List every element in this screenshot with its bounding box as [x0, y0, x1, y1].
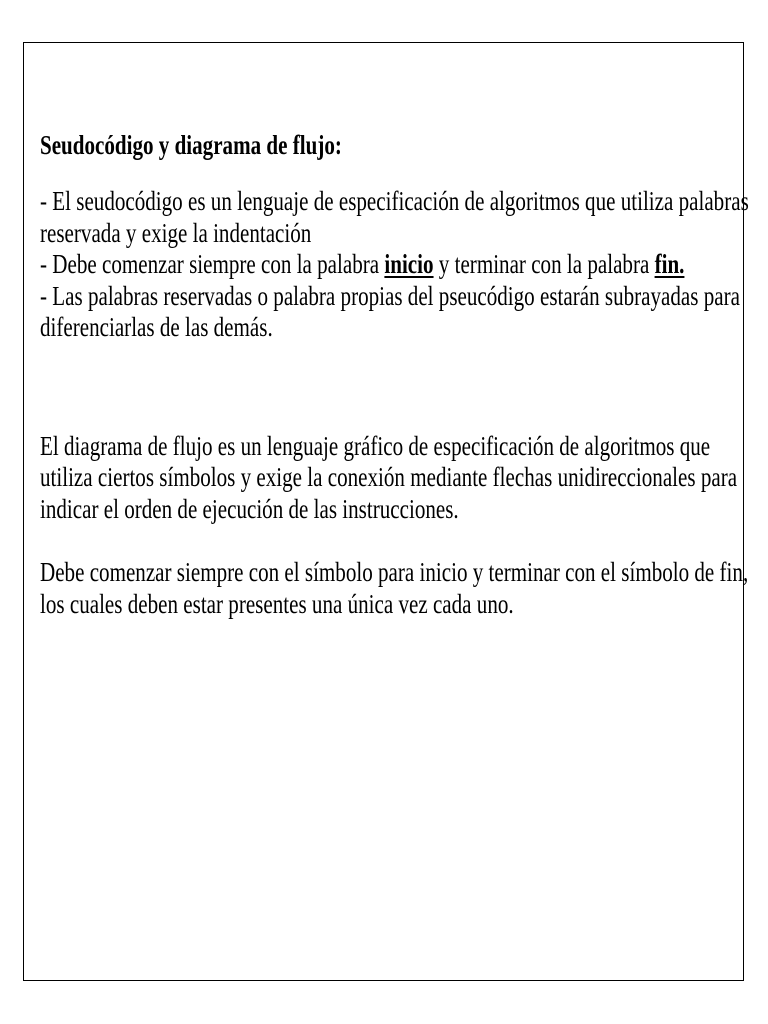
keyword-fin: fin.: [654, 249, 685, 279]
pseudocode-paragraph: [40, 186, 749, 344]
pseudocode-line-3-prefix: - Debe comenzar siempre con la palabra: [40, 249, 385, 279]
rule-line-1: Debe comenzar siempre con el símbolo para inicio y terminar con el símbolo de fin,: [40, 557, 749, 587]
pseudocode-line-5: diferenciarlas de las demás.: [40, 312, 273, 342]
pseudocode-line-2: reservada y exige la indentación: [40, 217, 312, 248]
flowchart-line-1: El diagrama de flujo es un lenguaje gráfico de especificación de algoritmos que: [40, 430, 711, 461]
pseudocode-line-4: - Las palabras reservadas o palabra propias del pseucódigo estarán subrayadas para: [40, 280, 740, 311]
flowchart-line-3: indicar el orden de ejecución de las instrucciones.: [40, 493, 459, 524]
section-heading: Seudocódigo y diagrama de flujo:: [40, 130, 342, 160]
flowchart-paragraph: [40, 430, 738, 526]
text-block: [40, 128, 749, 620]
flowchart-rule-paragraph: [40, 557, 749, 620]
document-content: [40, 128, 749, 620]
keyword-inicio: inicio: [384, 249, 434, 279]
rule-line-2: los cuales deben estar presentes una única vez cada uno.: [40, 588, 514, 619]
pseudocode-line-3: [40, 249, 729, 281]
flowchart-line-2: utiliza ciertos símbolos y exige la conexión mediante flechas unidireccionales para: [40, 462, 738, 492]
pseudocode-line-3-middle: y terminar con la palabra: [433, 249, 655, 279]
pseudocode-line-1: - El seudocódigo es un lenguaje de especificación de algoritmos que utiliza palabras: [40, 186, 749, 216]
